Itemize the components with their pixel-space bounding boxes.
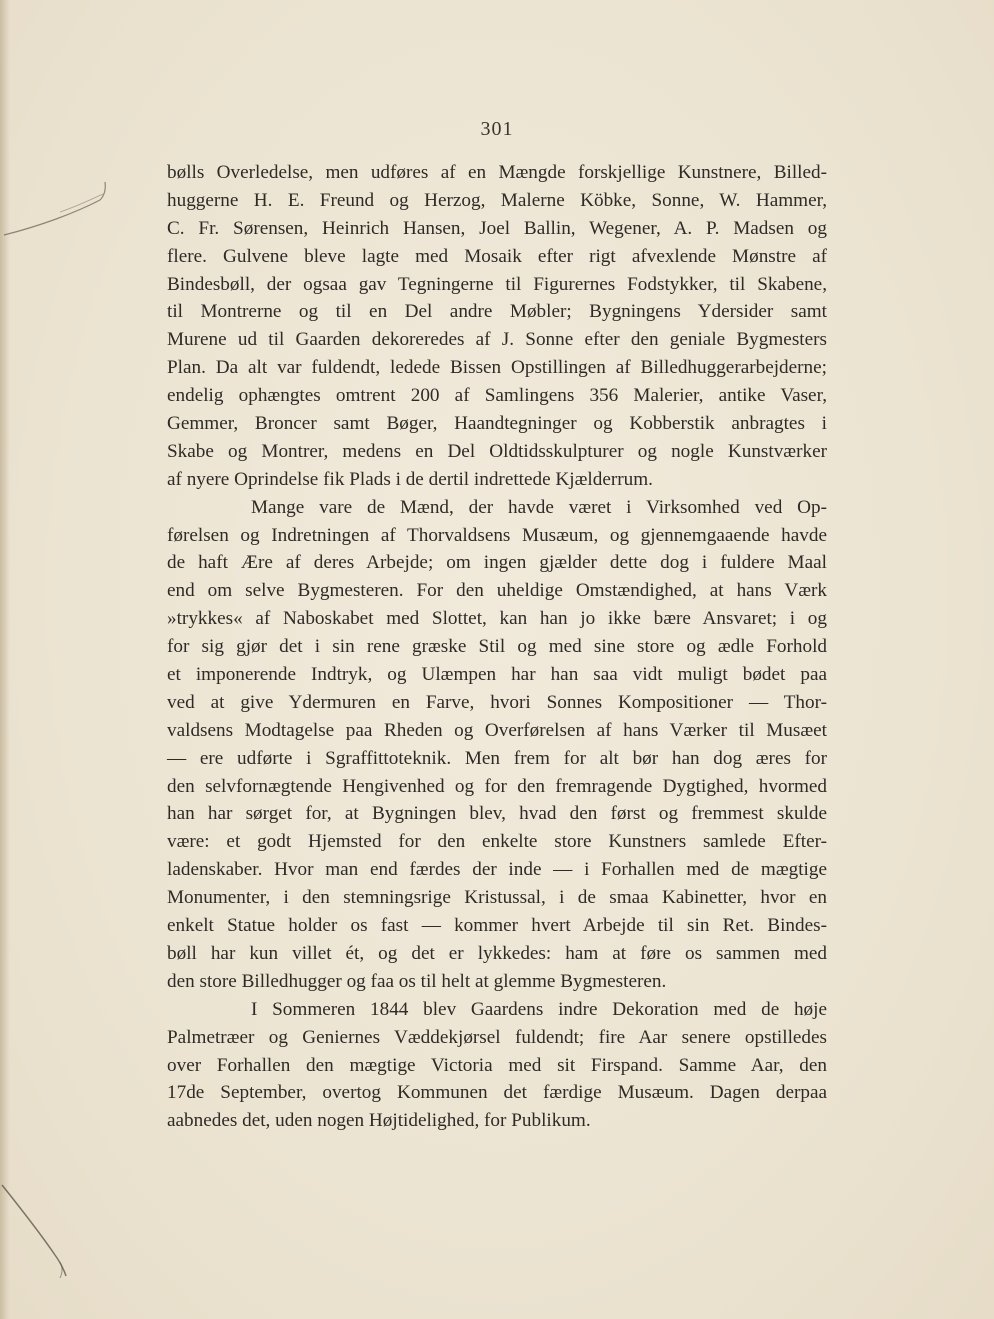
text-line: ladenskaber. Hvor man end færdes der inde — i Forhallen med de mægtige xyxy=(167,859,827,881)
text-line: af nyere Oprindelse fik Plads i de dertil indrettede Kjælderrum. xyxy=(167,468,653,490)
text-line: Bindesbøll, der ogsaa gav Tegningerne til Figurernes Fodstykker, til Skabene, xyxy=(167,273,827,295)
text-line: over Forhallen den mægtige Victoria med sit Firspand. Samme Aar, den xyxy=(167,1054,827,1076)
text-line: huggerne H. E. Freund og Herzog, Malerne Köbke, Sonne, W. Hammer, xyxy=(167,189,827,211)
text-line: valdsens Modtagelse paa Rheden og Overførelsen af hans Værker til Musæet xyxy=(167,719,827,741)
paragraph xyxy=(167,159,827,494)
text-line: Skabe og Montrer, medens en Del Oldtidsskulpturer og nogle Kunstværker xyxy=(167,440,827,462)
text-line: I Sommeren 1844 blev Gaardens indre Dekoration med de høje xyxy=(251,998,827,1020)
text-line: bøll har kun villet ét, og det er lykkedes: ham at føre os sammen med xyxy=(167,942,827,964)
text-line: enkelt Statue holder os fast — kommer hvert Arbejde til sin Ret. Bindes- xyxy=(167,915,827,937)
text-line: flere. Gulvene bleve lagte med Mosaik efter rigt afvexlende Mønstre af xyxy=(167,245,827,267)
pencil-stroke-bottom xyxy=(2,1185,66,1276)
text-line: C. Fr. Sørensen, Heinrich Hansen, Joel Ballin, Wegener, A. P. Madsen og xyxy=(167,217,827,239)
paragraph xyxy=(167,996,827,1135)
text-line: Mange vare de Mænd, der havde været i Virksomhed ved Op- xyxy=(251,496,827,518)
text-line: »trykkes« af Naboskabet med Slottet, kan han jo ikke bære Ansvaret; i og xyxy=(167,608,827,630)
text-line: bølls Overledelse, men udføres af en Mængde forskjellige Kunstnere, Billed- xyxy=(167,162,827,183)
text-line: førelsen og Indretningen af Thorvaldsens Musæum, og gjennemgaaende havde xyxy=(167,524,827,546)
text-line: end om selve Bygmesteren. For den uheldige Omstændighed, at hans Værk xyxy=(167,580,827,602)
text-line: være: et godt Hjemsted for den enkelte store Kunstners samlede Efter- xyxy=(167,831,827,853)
text-line: Plan. Da alt var fuldendt, ledede Bissen Opstillingen af Billedhuggerarbejderne; xyxy=(167,357,827,379)
text-line: Palmetræer og Geniernes Væddekjørsel fuldendt; fire Aar senere opstilledes xyxy=(167,1026,827,1048)
text-line: for sig gjør det i sin rene græske Stil og med sine store og ædle Forhold xyxy=(167,636,827,658)
text-line: den selvfornægtende Hengivenhed og for den fremragende Dygtighed, hvormed xyxy=(167,775,827,797)
text-line: Gemmer, Broncer samt Bøger, Haandtegninger og Kobberstik anbragtes i xyxy=(167,413,827,435)
text-line: endelig ophængtes omtrent 200 af Samlingens 356 Malerier, antike Vaser, xyxy=(167,385,827,407)
text-line: til Montrerne og til en Del andre Møbler; Bygningens Ydersider samt xyxy=(167,301,827,323)
text-line: et imponerende Indtryk, og Ulæmpen har han saa vidt muligt bødet paa xyxy=(167,664,827,686)
paragraphs xyxy=(167,159,827,1135)
pencil-stroke-top xyxy=(4,182,105,235)
text-line: — ere udførte i Sgraffittoteknik. Men frem for alt bør han dog æres for xyxy=(167,747,827,769)
text-line: Murene ud til Gaarden dekoreredes af J. Sonne efter den geniale Bygmesters xyxy=(167,329,827,351)
paragraph xyxy=(167,494,827,996)
text-line: de haft Ære af deres Arbejde; om ingen gjælder dette dog i fuldere Maal xyxy=(167,552,827,574)
text-line: den store Billedhugger og faa os til helt at glemme Bygmesteren. xyxy=(167,970,667,992)
body-text xyxy=(167,159,827,1135)
text-line: aabnedes det, uden nogen Højtidelighed, for Publikum. xyxy=(167,1110,591,1132)
text-line: 17de September, overtog Kommunen det færdige Musæum. Dagen derpaa xyxy=(167,1082,827,1104)
text-line: ved at give Ydermuren en Farve, hvori Sonnes Kompositioner — Thor- xyxy=(167,691,827,713)
page-number: 301 xyxy=(480,118,514,140)
text-line: Monumenter, i den stemningsrige Kristussal, i de smaa Kabinetter, hvor en xyxy=(167,887,827,909)
text-line: han har sørget for, at Bygningen blev, hvad den først og fremmest skulde xyxy=(167,803,827,825)
